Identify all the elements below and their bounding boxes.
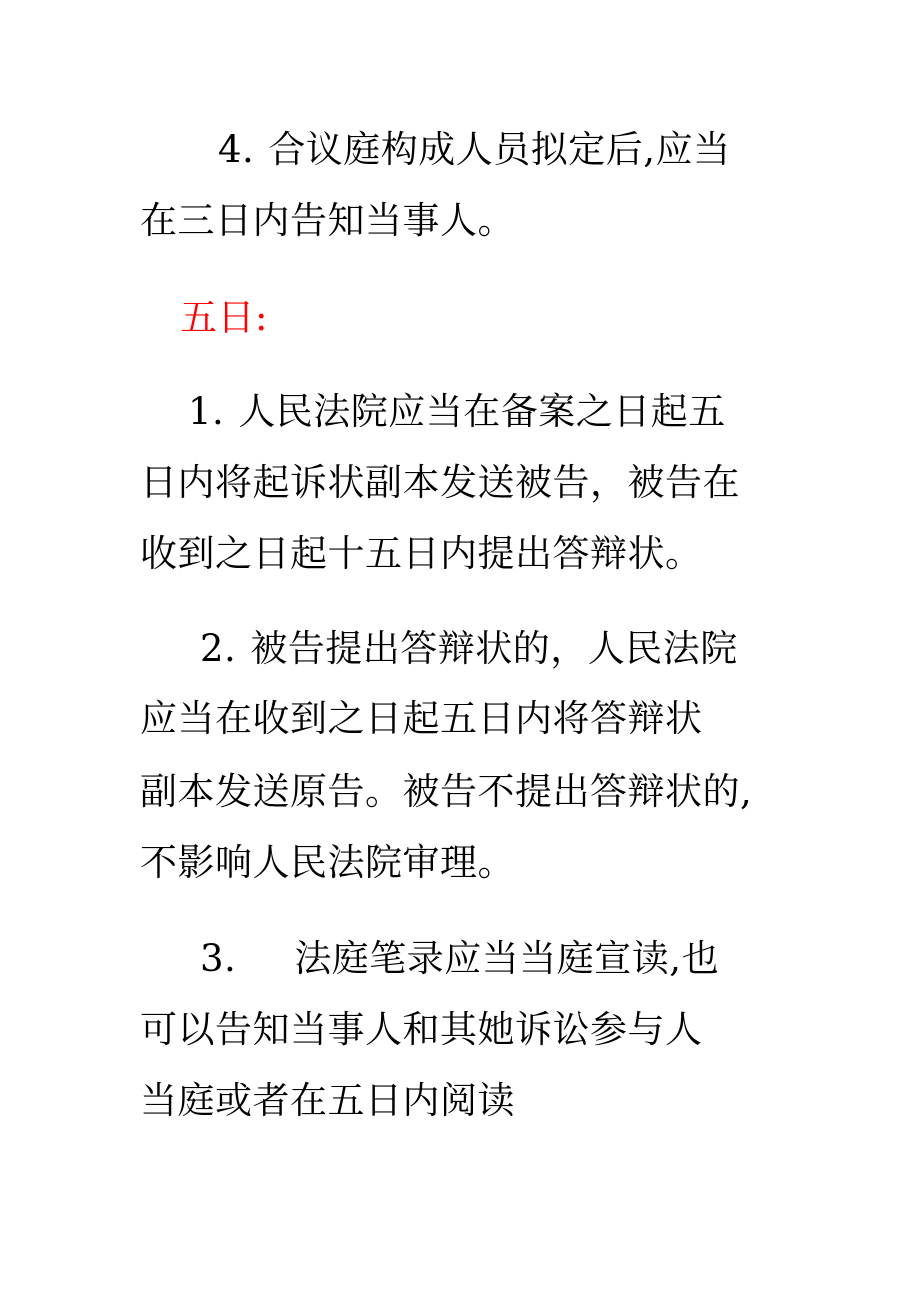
paragraph-1-number: 1.	[188, 390, 225, 433]
paragraph-3-line-2: 可以告知当事人和其她诉讼参与人	[140, 1008, 703, 1051]
paragraph-4-number: 4.	[218, 128, 255, 171]
paragraph-3-line-3: 当庭或者在五日内阅读	[140, 1079, 515, 1122]
paragraph-2-line-2: 应当在收到之日起五日内将答辩状	[140, 697, 703, 740]
paragraph-2-line-1	[200, 627, 738, 671]
paragraph-4-text-1: 合议庭构成人员拟定后,应当	[268, 128, 731, 171]
paragraph-2-line-4: 不影响人民法院审理。	[140, 841, 515, 884]
section-heading-five-days: 五日:	[180, 296, 268, 339]
paragraph-2-number: 2.	[200, 627, 237, 670]
paragraph-1-line-1	[188, 390, 726, 434]
paragraph-1-text-1: 人民法院应当在备案之日起五	[238, 390, 726, 433]
paragraph-1-line-2: 日内将起诉状副本发送被告，被告在	[140, 461, 740, 504]
paragraph-2-line-3: 副本发送原告。被告不提出答辩状的,	[140, 770, 753, 813]
paragraph-3-number: 3.	[200, 937, 237, 980]
paragraph-4-line-2: 在三日内告知当事人。	[140, 199, 515, 242]
paragraph-3-line-1	[200, 937, 719, 981]
paragraph-1-line-3: 收到之日起十五日内提出答辩状。	[140, 532, 703, 575]
paragraph-4-line-1	[218, 128, 731, 172]
paragraph-2-text-1: 被告提出答辩状的，人民法院	[250, 627, 738, 670]
paragraph-3-text-1: 法庭笔录应当当庭宣读,也	[294, 937, 720, 980]
